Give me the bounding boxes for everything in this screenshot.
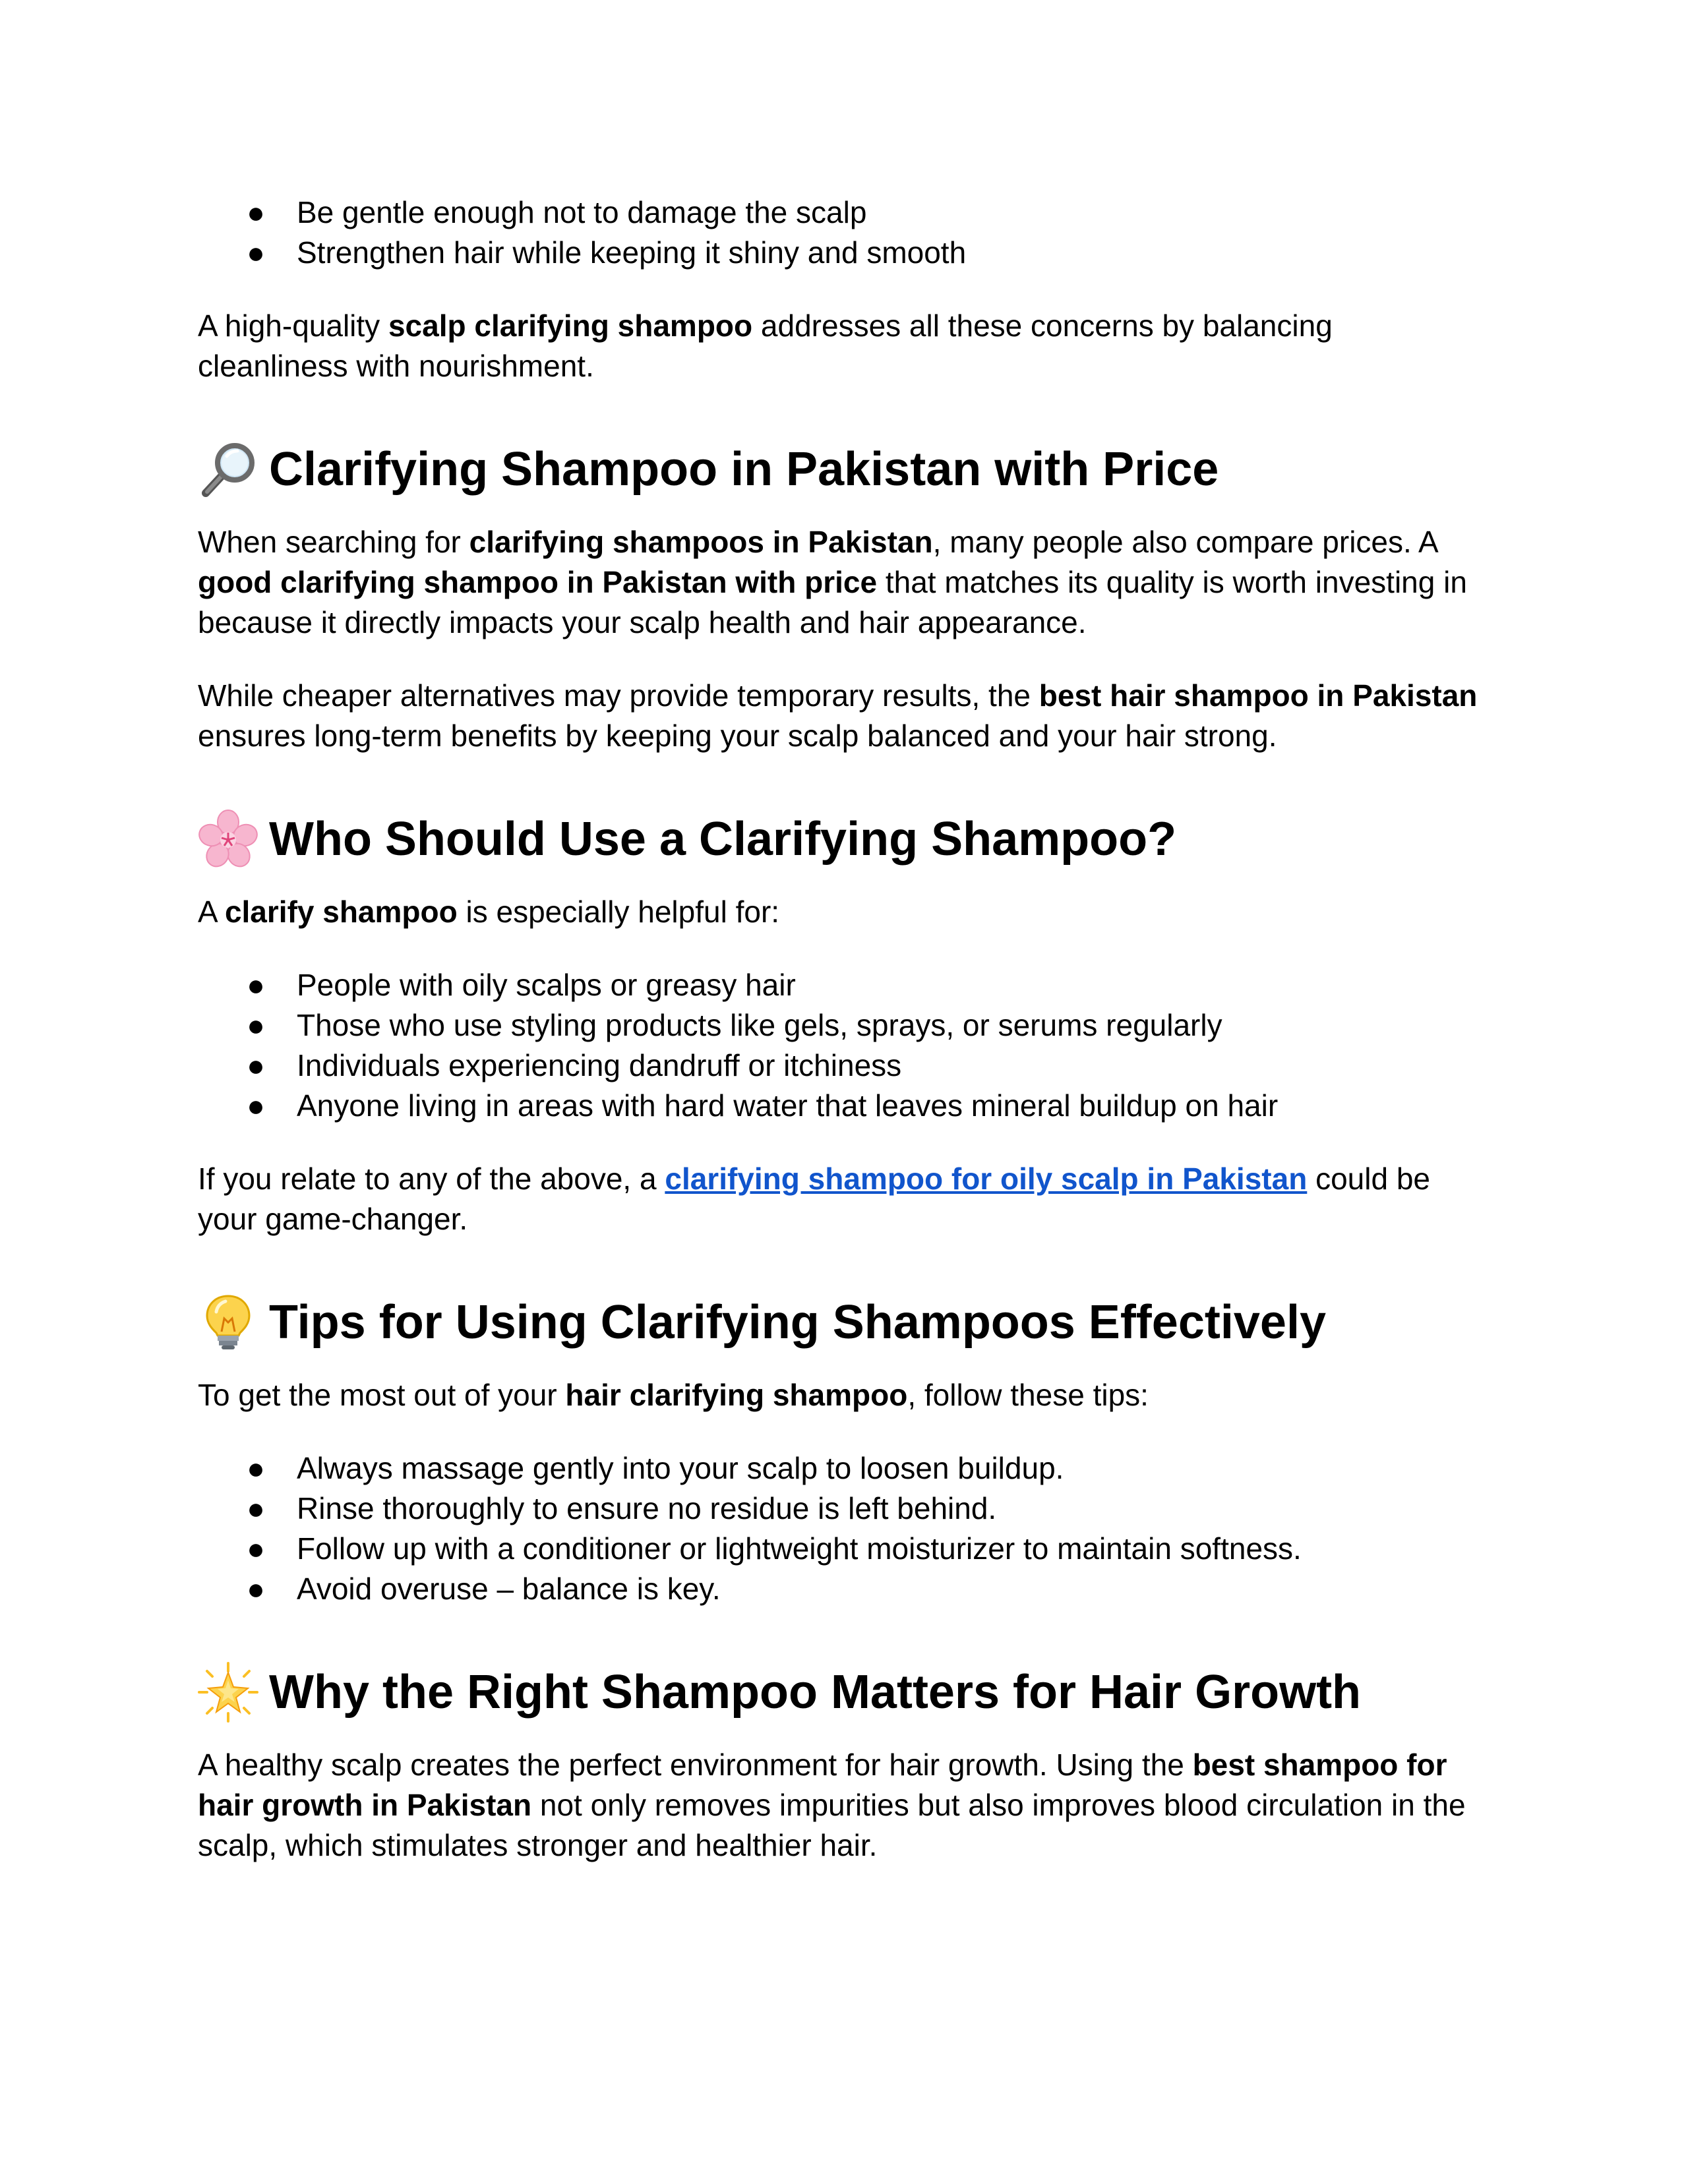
list-item: ● Avoid overuse – balance is key.	[198, 1569, 1490, 1609]
bullet: ●	[247, 1491, 265, 1525]
growth-paragraph: A healthy scalp creates the perfect environment for hair growth. Using the best shampoo for hair growth in Pakistan not only removes impurities but also improves blood circulation in the scalp, which stimulates stronger and healthier hair.	[198, 1748, 1466, 1862]
bullet: ●	[247, 235, 265, 270]
glowing-star-icon	[198, 1662, 258, 1723]
list-item: ● Strengthen hair while keeping it shiny and smooth	[198, 233, 1490, 273]
price-paragraph-2: While cheaper alternatives may provide temporary results, the best hair shampoo in Pakistan ensures long-term benefits by keeping your scalp balanced and your hair strong.	[198, 678, 1478, 753]
bullet: ●	[247, 195, 265, 229]
list-item: ● Follow up with a conditioner or lightweight moisturizer to maintain softness.	[198, 1529, 1490, 1569]
who-lead-paragraph: A clarify shampoo is especially helpful for:	[198, 895, 780, 929]
document-page	[198, 192, 1490, 1866]
list-item: ● Rinse thoroughly to ensure no residue is left behind.	[198, 1489, 1490, 1529]
bullet: ●	[247, 1008, 265, 1042]
list-item: ● People with oily scalps or greasy hair	[198, 965, 1490, 1005]
heading-who: Who Should Use a Clarifying Shampoo?	[198, 809, 1490, 870]
intro-paragraph: A high-quality scalp clarifying shampoo addresses all these concerns by balancing cleanliness with nourishment.	[198, 309, 1333, 383]
bullet: ●	[247, 1088, 265, 1123]
tips-lead-paragraph: To get the most out of your hair clarifying shampoo, follow these tips:	[198, 1378, 1149, 1412]
light-bulb-icon	[198, 1292, 258, 1353]
bullet: ●	[247, 968, 265, 1002]
heading-tips: Tips for Using Clarifying Shampoos Effectively	[198, 1292, 1490, 1353]
heading-price: Clarifying Shampoo in Pakistan with Price	[198, 439, 1490, 500]
bullet: ●	[247, 1048, 265, 1082]
list-item: ● Be gentle enough not to damage the scalp	[198, 192, 1490, 233]
who-bullet-list	[198, 965, 1490, 1126]
cherry-blossom-icon	[198, 809, 258, 870]
who-closing-paragraph: If you relate to any of the above, a clarifying shampoo for oily scalp in Pakistan could be your game-changer.	[198, 1162, 1430, 1236]
oily-scalp-shampoo-link[interactable]: clarifying shampoo for oily scalp in Pakistan	[665, 1162, 1308, 1196]
heading-growth: Why the Right Shampoo Matters for Hair Growth	[198, 1662, 1490, 1723]
price-paragraph-1: When searching for clarifying shampoos in Pakistan, many people also compare prices. A good clarifying shampoo in Pakistan with price that matches its quality is worth investing in because it directly impacts your scalp health and hair appearance.	[198, 525, 1467, 639]
magnifying-glass-icon	[198, 439, 258, 500]
bullet: ●	[247, 1531, 265, 1566]
list-item: ● Always massage gently into your scalp to loosen buildup.	[198, 1448, 1490, 1489]
intro-bullet-list	[198, 192, 1490, 273]
list-item: ● Those who use styling products like gels, sprays, or serums regularly	[198, 1005, 1490, 1046]
bullet: ●	[247, 1572, 265, 1606]
tips-bullet-list	[198, 1448, 1490, 1609]
list-item: ● Anyone living in areas with hard water that leaves mineral buildup on hair	[198, 1086, 1490, 1126]
bullet: ●	[247, 1451, 265, 1485]
list-item: ● Individuals experiencing dandruff or itchiness	[198, 1046, 1490, 1086]
